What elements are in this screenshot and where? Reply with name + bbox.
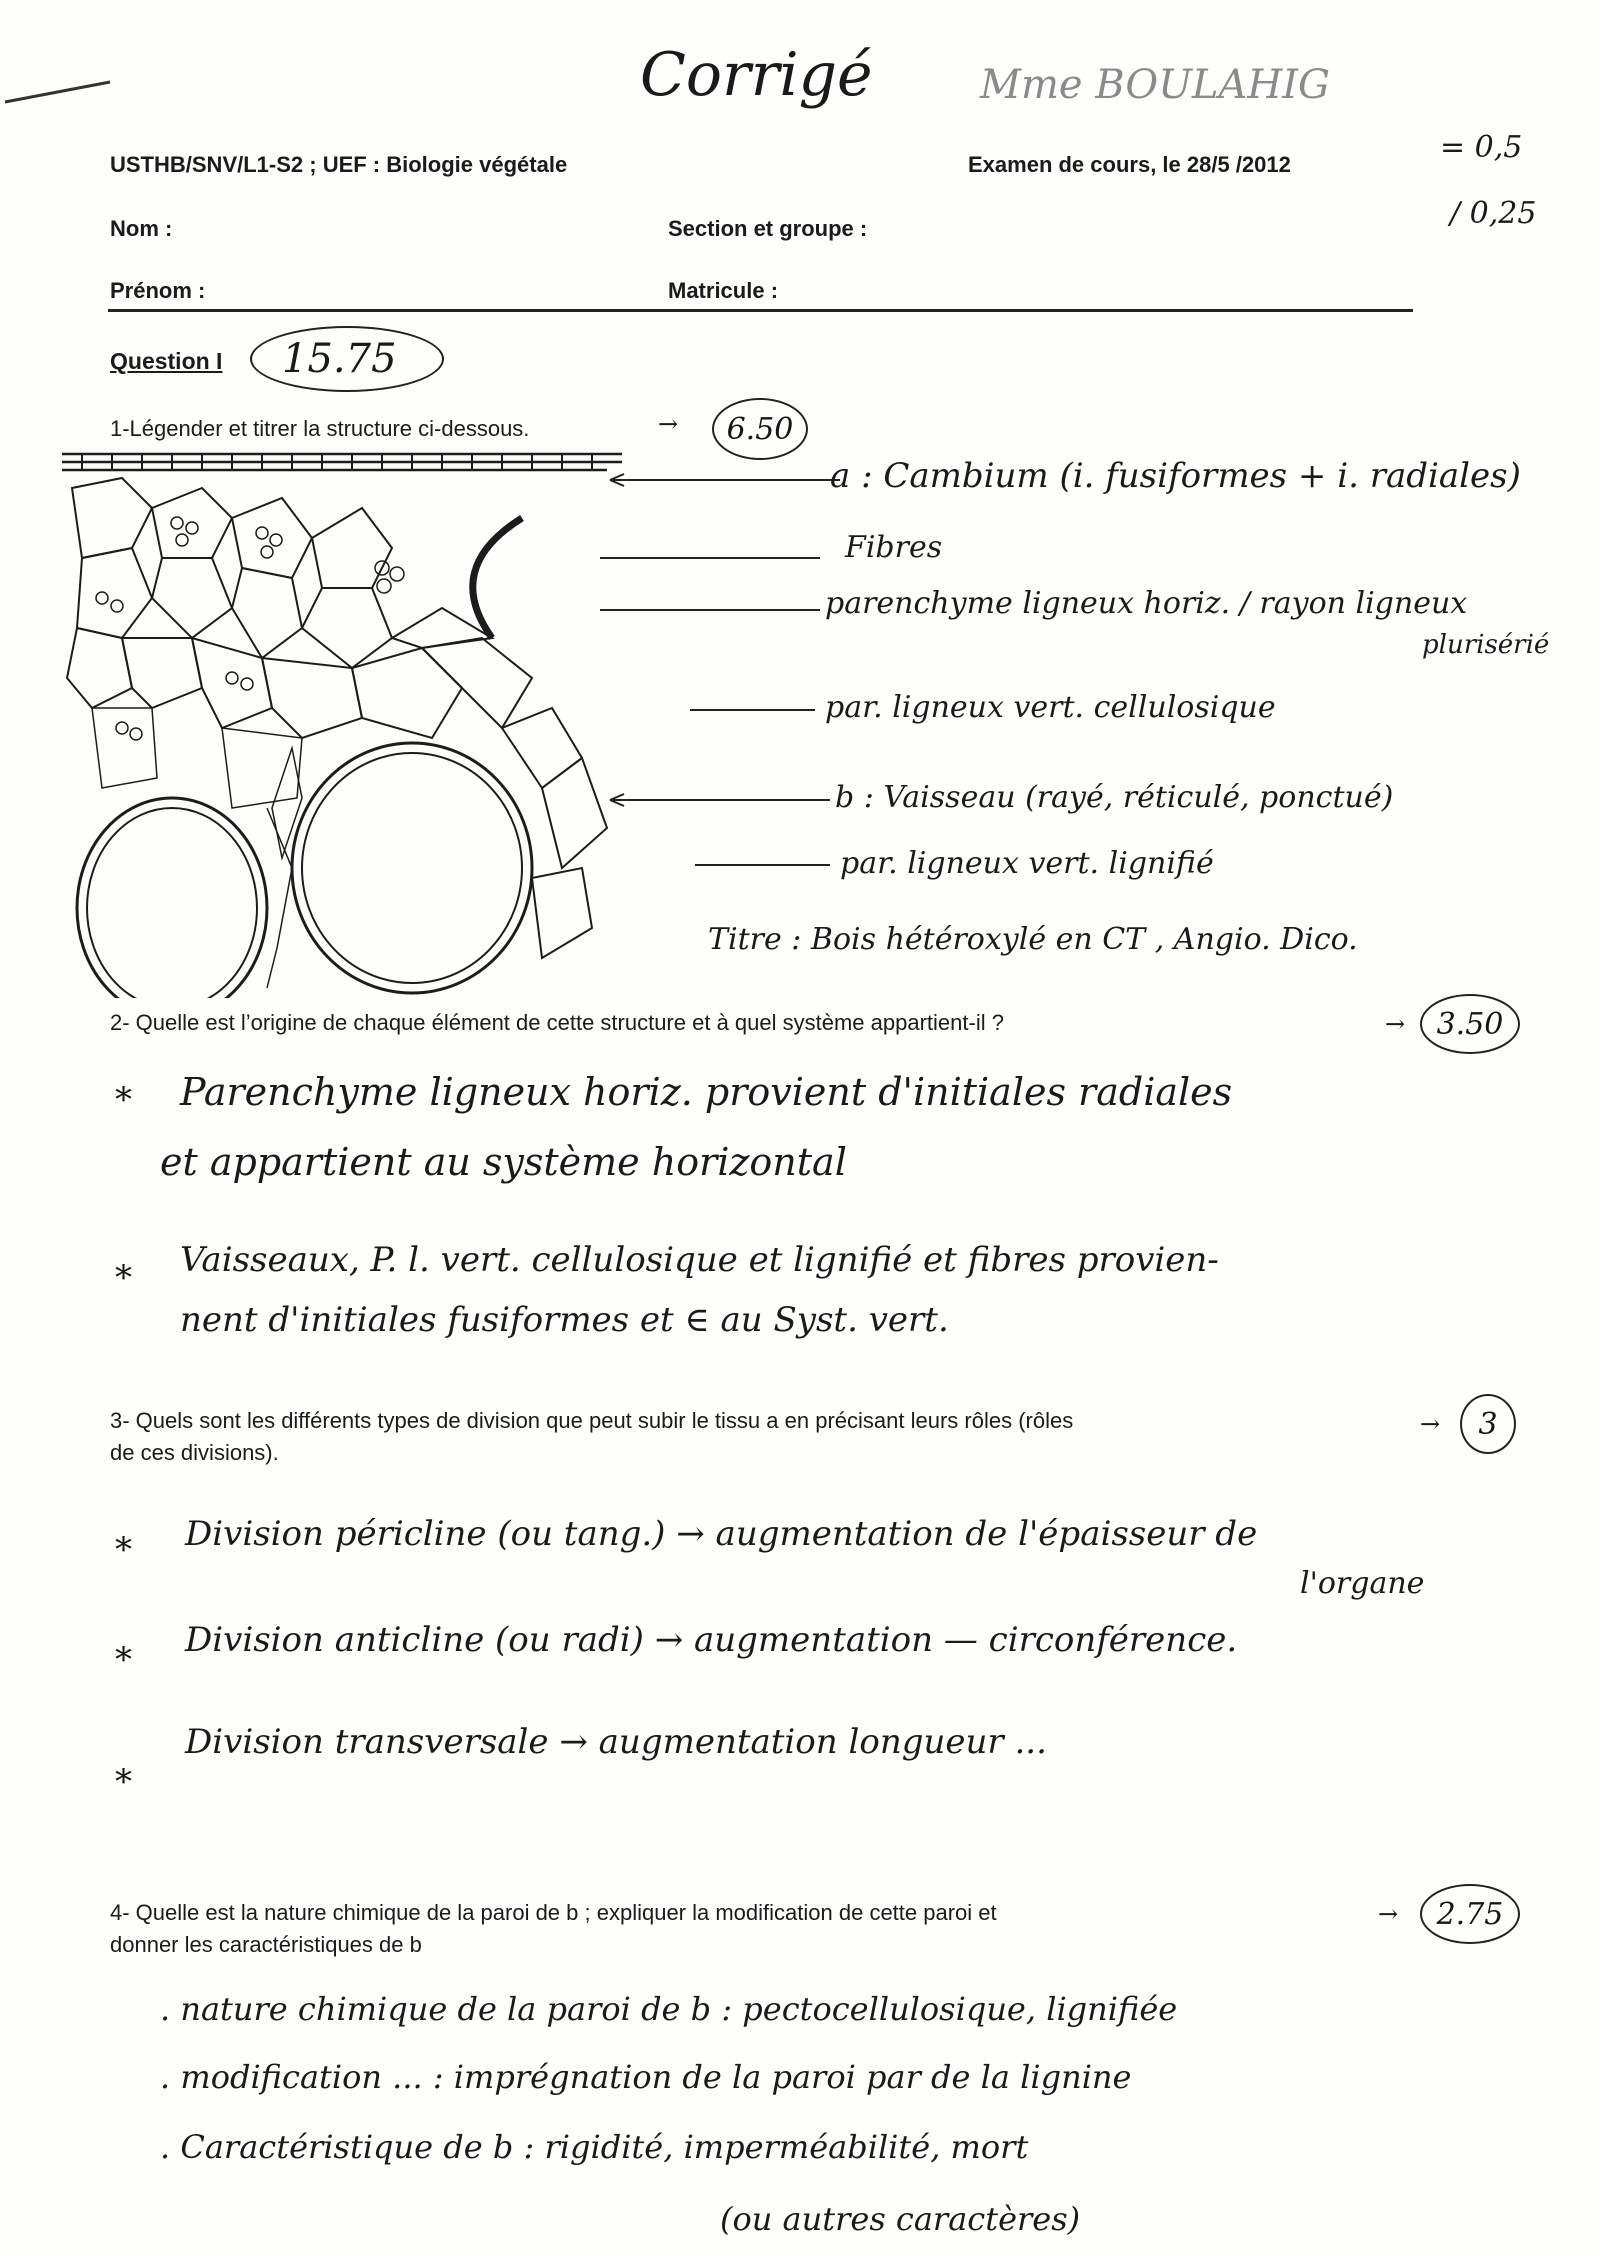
prenom-label: Prénom : bbox=[110, 278, 206, 303]
bareme-note-1: = 0,5 bbox=[1440, 130, 1523, 165]
q3-text-line1: 3- Quels sont les différents types de division que peut subir le tissu a en précisant leurs rôles (rôles bbox=[110, 1408, 1074, 1433]
q2-arrow: → bbox=[1385, 1010, 1406, 1038]
q2-score: 3.50 bbox=[1436, 1006, 1504, 1042]
label-par-lignifie: par. ligneux vert. lignifié bbox=[840, 846, 1214, 881]
q4-score-circle bbox=[1420, 1884, 1520, 1944]
bullet-star: * bbox=[115, 1258, 132, 1298]
q4-text-line2: donner les caractéristiques de b bbox=[110, 1932, 422, 1957]
q2-text: 2- Quelle est l’origine de chaque élément de cette structure et à quel système appartient-il ? bbox=[110, 1010, 1004, 1035]
q3-score: 3 bbox=[1478, 1406, 1498, 1442]
label-parenchyme-horiz: parenchyme ligneux horiz. / rayon ligneux bbox=[825, 586, 1468, 621]
bullet-star: * bbox=[115, 1762, 132, 1802]
wood-section-drawing bbox=[62, 448, 642, 998]
question-score: 15.75 bbox=[282, 336, 397, 382]
q4-answer-2: . modification ... : imprégnation de la paroi par de la lignine bbox=[160, 2058, 1132, 2096]
q3-answer-2: Division anticline (ou radi) → augmentation — circonférence. bbox=[185, 1620, 1238, 1660]
exam-date: Examen de cours, le 28/5 /2012 bbox=[968, 152, 1291, 177]
q2-answer-2: et appartient au système horizontal bbox=[160, 1140, 847, 1184]
q2-answer-4: nent d'initiales fusiformes et ∈ au Syst. vert. bbox=[180, 1300, 949, 1340]
label-pluriserie: plurisérié bbox=[1422, 630, 1550, 660]
q4-text-line1: 4- Quelle est la nature chimique de la paroi de b ; expliquer la modification de cette paroi et bbox=[110, 1900, 997, 1925]
q4-answer-1: . nature chimique de la paroi de b : pectocellulosique, lignifiée bbox=[160, 1990, 1178, 2028]
label-a: a : Cambium (i. fusiformes + i. radiales) bbox=[830, 456, 1521, 496]
header-divider bbox=[108, 309, 1413, 312]
q4-answer-3: . Caractéristique de b : rigidité, imperméabilité, mort bbox=[160, 2128, 1029, 2166]
q2-score-circle bbox=[1420, 994, 1520, 1054]
section-label: Section et groupe : bbox=[668, 216, 868, 241]
q3-answer-3: Division transversale → augmentation longueur ... bbox=[185, 1722, 1047, 1762]
q4-arrow: → bbox=[1378, 1900, 1399, 1928]
q1-arrow: → bbox=[658, 410, 679, 438]
q1-score-circle bbox=[712, 398, 808, 460]
bullet-star: * bbox=[115, 1530, 132, 1570]
q3-answer-1: Division péricline (ou tang.) → augmentation de l'épaisseur de bbox=[185, 1514, 1258, 1554]
bullet-star: * bbox=[115, 1080, 132, 1120]
q3-answer-1b: l'organe bbox=[1300, 1566, 1425, 1601]
institution-line: USTHB/SNV/L1-S2 ; UEF : Biologie végétale bbox=[110, 152, 568, 177]
nom-label: Nom : bbox=[110, 216, 173, 241]
question-title: Question I bbox=[110, 348, 223, 374]
q2-answer-1: Parenchyme ligneux horiz. provient d'initiales radiales bbox=[180, 1070, 1233, 1114]
q4-score: 2.75 bbox=[1436, 1896, 1504, 1932]
q4-answer-4: (ou autres caractères) bbox=[720, 2200, 1081, 2238]
label-par-cellulosique: par. ligneux vert. cellulosique bbox=[825, 690, 1276, 725]
stray-mark bbox=[0, 70, 120, 110]
q3-text-line2: de ces divisions). bbox=[110, 1440, 279, 1465]
label-titre: Titre : Bois hétéroxylé en CT , Angio. Dico. bbox=[708, 922, 1358, 957]
q1-score: 6.50 bbox=[726, 411, 794, 447]
label-b: b : Vaisseau (rayé, réticulé, ponctué) bbox=[835, 780, 1394, 815]
q3-score-circle bbox=[1460, 1394, 1516, 1454]
matricule-label: Matricule : bbox=[668, 278, 779, 303]
q3-arrow: → bbox=[1420, 1410, 1441, 1438]
q1-text: 1-Légender et titrer la structure ci-dessous. bbox=[110, 416, 530, 441]
bareme-note-2: / 0,25 bbox=[1450, 196, 1537, 231]
q2-answer-3: Vaisseaux, P. l. vert. cellulosique et lignifié et fibres provien- bbox=[180, 1240, 1219, 1280]
bullet-star: * bbox=[115, 1640, 132, 1680]
corrige-title: Corrigé bbox=[640, 40, 873, 110]
label-fibres: Fibres bbox=[845, 530, 943, 565]
teacher-name: Mme BOULAHIG bbox=[980, 62, 1330, 108]
